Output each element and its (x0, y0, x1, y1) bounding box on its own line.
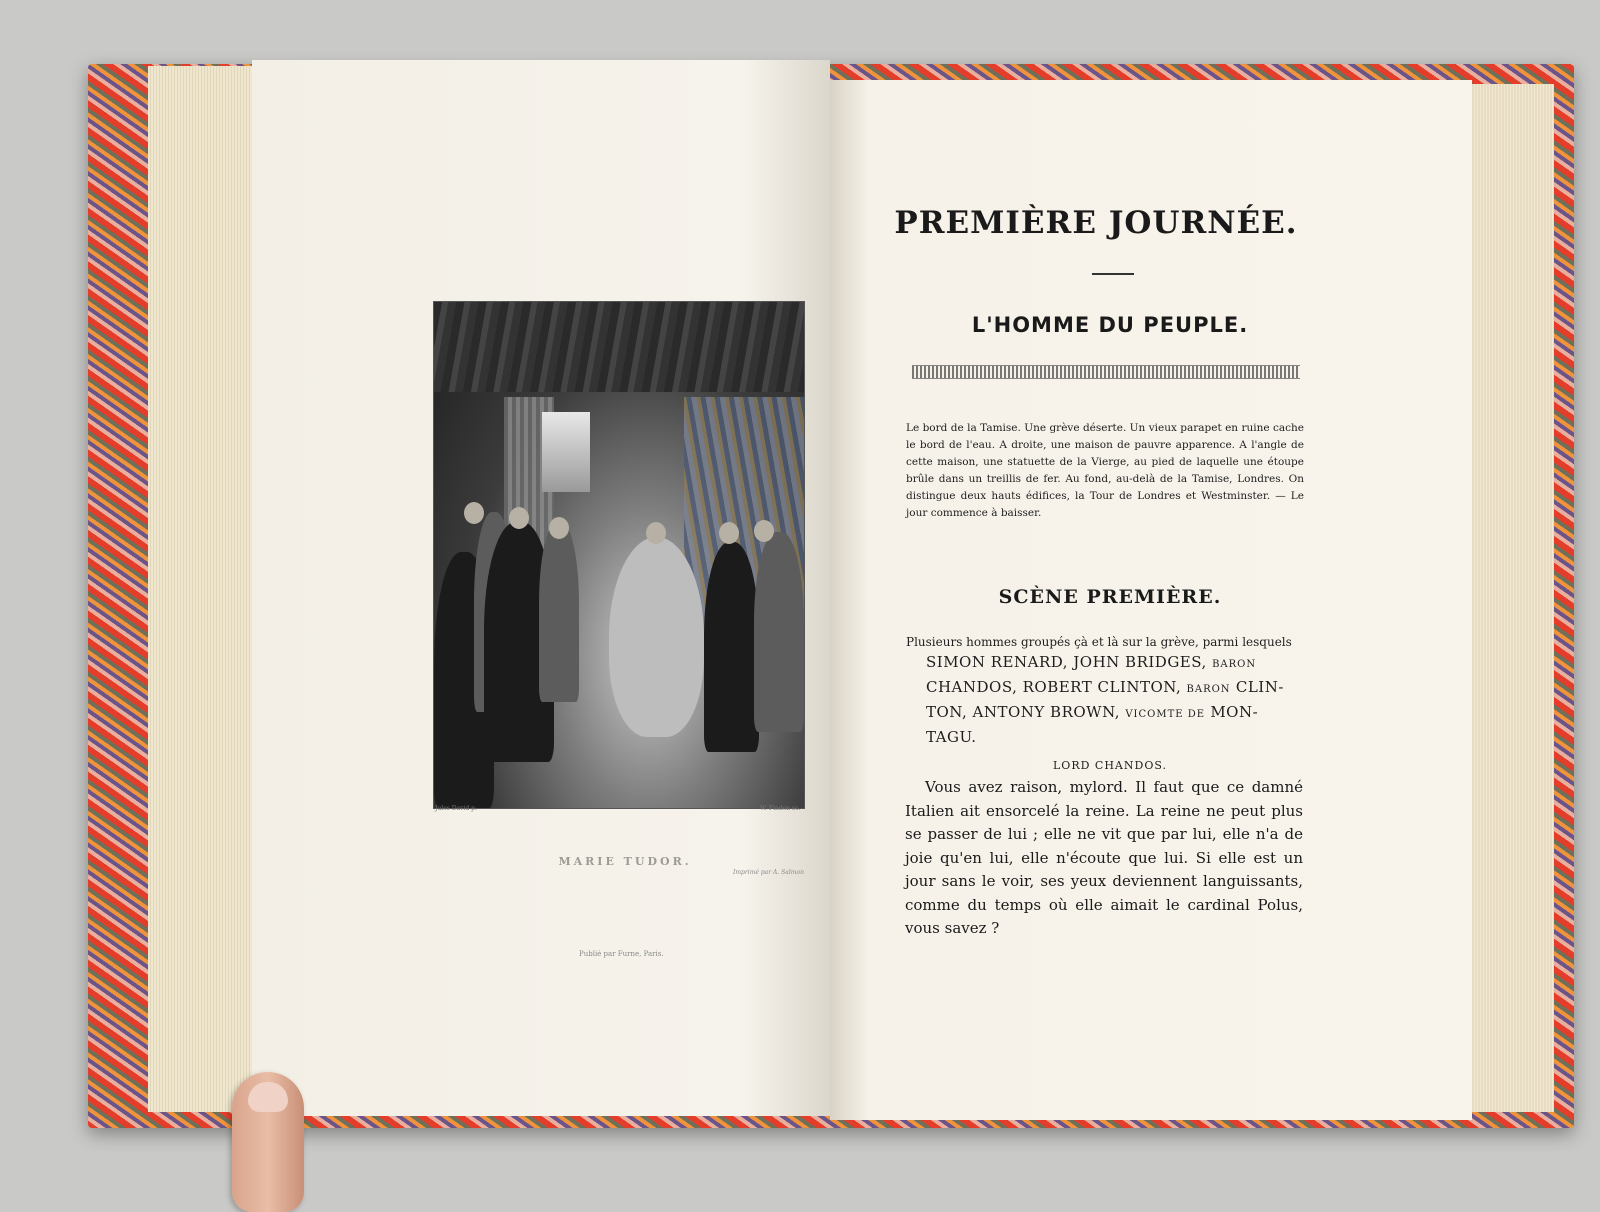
act-title: PREMIÈRE JOURNÉE. (894, 205, 1298, 241)
engraving-figure (539, 522, 579, 702)
cast-title: VICOMTE DE (1125, 709, 1206, 720)
cast-title: BARON (1186, 684, 1231, 695)
part-title: L'HOMME DU PEUPLE. (971, 313, 1249, 337)
divider-rule (1092, 273, 1134, 275)
engraving-head (549, 517, 569, 539)
engraving-window (542, 412, 590, 492)
cast-name: SIMON RENARD, JOHN BRIDGES, (926, 653, 1207, 671)
engraving-head (464, 502, 484, 524)
engraving-credit-right: W. Finden sc. (760, 805, 801, 812)
cast-name: CLIN- (1235, 678, 1284, 696)
cast-name: MON- (1210, 703, 1259, 721)
engraving-head (719, 522, 739, 544)
engraving-head (646, 522, 666, 544)
speech-paragraph: Vous avez raison, mylord. Il faut que ce damné Italien ait ensorcelé la reine. La reine ne peut plus se passer de lui ; elle ne vit que par lui, elle n'a de joie qu'en lui, elle n'écoute que lui. Si elle est un jour sans le voir, ses yeux deviennent languissants, comme du temps où elle aimait le cardinal Polus, vous savez ? (905, 778, 1303, 937)
engraving-illustration (433, 301, 805, 809)
cast-title: BARON (1212, 659, 1257, 670)
engraving-head (509, 507, 529, 529)
page-edges-left (148, 66, 258, 1112)
speaker-name: LORD CHANDOS. (1053, 759, 1167, 772)
cast-name: CHANDOS, ROBERT CLINTON, (926, 678, 1182, 696)
stage-description: Le bord de la Tamise. Une grève déserte. Un vieux parapet en ruine cache le bord de l'eau. A droite, une maison de pauvre apparence. A l'angle de cette maison, une statuette de la Vierge, au pied de laquelle une étoupe brûle dans un treillis de fer. Au fond, au-delà de la Tamise, Londres. On distingue deux hauts édifices, la Tour de Londres et Westminster. — Le jour commence à baisser. (906, 422, 1304, 519)
ornamental-border (912, 365, 1300, 379)
cast-intro: Plusieurs hommes groupés çà et là sur la grève, parmi lesquels (906, 635, 1292, 649)
cast-name: TON, ANTONY BROWN, (926, 703, 1121, 721)
engraving-ceiling (434, 302, 804, 392)
cast-list (906, 633, 1304, 749)
engraving-credit-left: Jules David p. (435, 805, 477, 812)
scene-title: SCÈNE PREMIÈRE. (998, 586, 1222, 608)
page-edges-right (1466, 84, 1554, 1112)
cast-names (906, 651, 1304, 749)
engraving-queen (609, 537, 704, 737)
engraving-figure (704, 542, 759, 752)
thumbnail (248, 1082, 288, 1112)
engraving-head (754, 520, 774, 542)
speech-text (905, 776, 1303, 941)
plate-title: MARIE TUDOR. (558, 855, 692, 868)
cast-name: TAGU. (926, 728, 977, 746)
engraving-figure (754, 532, 804, 732)
plate-printer: Imprimé par A. Salmon (733, 869, 804, 876)
plate-publisher: Publié par Furne, Paris. (579, 950, 664, 958)
